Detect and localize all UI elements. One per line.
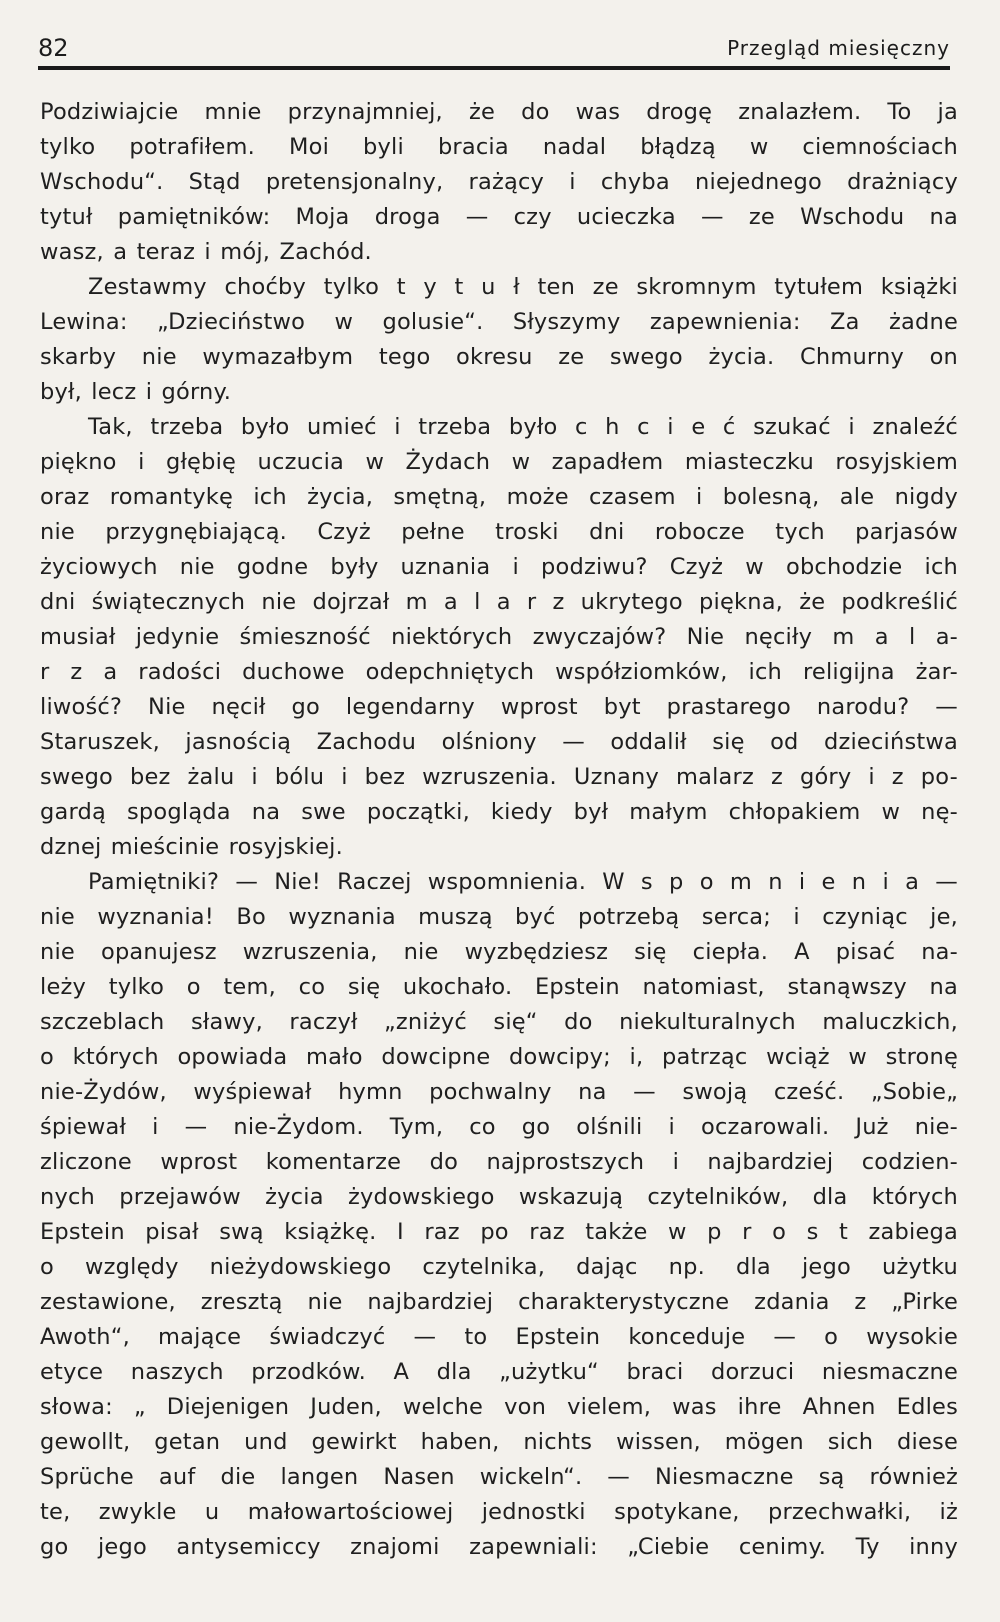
text-line: zliczone wprost komentarze do najprostszych i najbardziej codzien- <box>40 1149 958 1175</box>
text-line: nie opanujesz wzruszenia, nie wyzbędziesz się ciepła. A pisać na- <box>40 939 958 965</box>
text-line: nie-Żydów, wyśpiewał hymn pochwalny na — swoją cześć. „Sobie„ <box>40 1079 958 1105</box>
text-line: piękno i głębię uczucia w Żydach w zapadłem miasteczku rosyjskiem <box>40 449 958 475</box>
text-line: etyce naszych przodków. A dla „użytku“ braci dorzuci niesmaczne <box>40 1359 958 1385</box>
header-rule <box>38 66 950 70</box>
running-title: Przegląd miesięczny <box>727 36 950 60</box>
text-line: słowa: „ Diejenigen Juden, welche von vielem, was ihre Ahnen Edles <box>40 1394 958 1420</box>
text-line: r z a radości duchowe odepchniętych współziomków, ich religijna żar- <box>40 659 958 685</box>
text-line: śpiewał i — nie-Żydom. Tym, co go olśnili i oczarowali. Już nie- <box>40 1114 958 1140</box>
page-number: 82 <box>38 34 69 62</box>
text-line: Wschodu“. Stąd pretensjonalny, rażący i chyba niejednego drażniący <box>40 169 958 195</box>
text-line: liwość? Nie nęcił go legendarny wprost byt prastarego narodu? — <box>40 694 958 720</box>
text-line: swego bez żalu i bólu i bez wzruszenia. Uznany malarz z góry i z po- <box>40 764 958 790</box>
text-line: nie przygnębiającą. Czyż pełne troski dni robocze tych parjasów <box>40 519 958 545</box>
text-line: musiał jedynie śmieszność niektórych zwyczajów? Nie nęciły m a l a- <box>40 624 958 650</box>
text-line: o których opowiada mało dowcipne dowcipy; i, patrząc wciąż w stronę <box>40 1044 958 1070</box>
text-line: Awoth“, mające świadczyć — to Epstein konceduje — o wysokie <box>40 1324 958 1350</box>
text-line: nych przejawów życia żydowskiego wskazują czytelników, dla których <box>40 1184 958 1210</box>
text-line: leży tylko o tem, co się ukochało. Epstein natomiast, stanąwszy na <box>40 974 958 1000</box>
text-line: Zestawmy choćby tylko t y t u ł ten ze skromnym tytułem książki <box>88 274 958 300</box>
text-line: Tak, trzeba było umieć i trzeba było c h c i e ć szukać i znaleźć <box>88 414 958 440</box>
text-line: go jego antysemiccy znajomi zapewniali: „Ciebie cenimy. Ty inny <box>40 1534 958 1560</box>
page-header <box>38 32 950 62</box>
text-line: dznej mieścinie rosyjskiej. <box>40 834 343 860</box>
text-line: wasz, a teraz i mój, Zachód. <box>40 239 372 265</box>
text-line: oraz romantykę ich życia, smętną, może czasem i bolesną, ale nigdy <box>40 484 958 510</box>
text-line: Lewina: „Dzieciństwo w golusie“. Słyszymy zapewnienia: Za żadne <box>40 309 958 335</box>
text-line: gardą spogląda na swe początki, kiedy był małym chłopakiem w nę- <box>40 799 958 825</box>
text-line: życiowych nie godne były uznania i podziwu? Czyż w obchodzie ich <box>40 554 958 580</box>
text-line: dni świątecznych nie dojrzał m a l a r z ukrytego piękna, że podkreślić <box>40 589 958 615</box>
body-text <box>40 95 958 1565</box>
text-line: tylko potrafiłem. Moi byli bracia nadal błądzą w ciemnościach <box>40 134 958 160</box>
text-line: nie wyznania! Bo wyznania muszą być potrzebą serca; i czyniąc je, <box>40 904 958 930</box>
text-line: zestawione, zresztą nie najbardziej charakterystyczne zdania z „Pirke <box>40 1289 958 1315</box>
text-line: Staruszek, jasnością Zachodu olśniony — oddalił się od dzieciństwa <box>40 729 958 755</box>
text-line: Epstein pisał swą książkę. I raz po raz także w p r o s t zabiega <box>40 1219 958 1245</box>
text-line: był, lecz i górny. <box>40 379 232 405</box>
text-line: tytuł pamiętników: Moja droga — czy ucieczka — ze Wschodu na <box>40 204 958 230</box>
text-line: gewollt, getan und gewirkt haben, nichts wissen, mögen sich diese <box>40 1429 958 1455</box>
text-line: Pamiętniki? — Nie! Raczej wspomnienia. W s p o m n i e n i a — <box>88 869 958 895</box>
text-line: Podziwiajcie mnie przynajmniej, że do was drogę znalazłem. To ja <box>40 99 958 125</box>
text-line: Sprüche auf die langen Nasen wickeln“. — Niesmaczne są również <box>40 1464 958 1490</box>
text-line: o względy nieżydowskiego czytelnika, dając np. dla jego użytku <box>40 1254 958 1280</box>
text-line: skarby nie wymazałbym tego okresu ze swego życia. Chmurny on <box>40 344 958 370</box>
text-line: te, zwykle u małowartościowej jednostki spotykane, przechwałki, iż <box>40 1499 958 1525</box>
text-line: szczeblach sławy, raczył „zniżyć się“ do niekulturalnych maluczkich, <box>40 1009 958 1035</box>
